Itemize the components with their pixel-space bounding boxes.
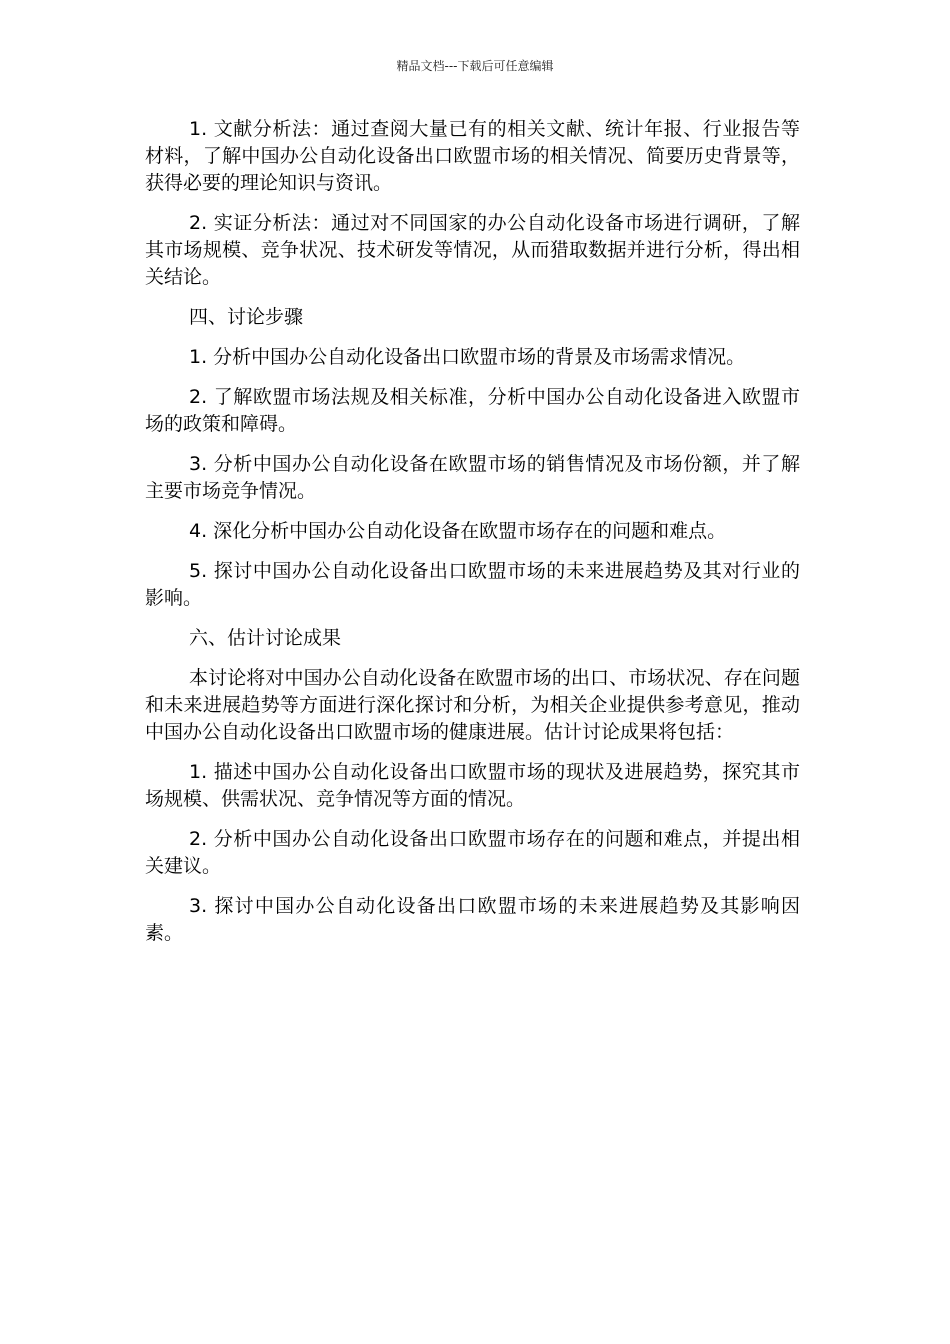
paragraph-method-empirical: 2. 实证分析法：通过对不同国家的办公自动化设备市场进行调研，了解其市场规模、竞争状况、技术研发等情况，从而猎取数据并进行分析，得出相关结论。 [145, 212, 800, 288]
paragraph-step-4: 4. 深化分析中国办公自动化设备在欧盟市场存在的问题和难点。 [189, 520, 727, 542]
paragraph-step-2: 2. 了解欧盟市场法规及相关标准，分析中国办公自动化设备进入欧盟市场的政策和障碍。 [145, 386, 800, 435]
paragraph-step-5: 5. 探讨中国办公自动化设备出口欧盟市场的未来进展趋势及其对行业的影响。 [145, 560, 800, 609]
paragraph-outcome-3: 3. 探讨中国办公自动化设备出口欧盟市场的未来进展趋势及其影响因素。 [145, 895, 800, 944]
document-body [145, 116, 800, 960]
paragraph-outcomes-intro: 本讨论将对中国办公自动化设备在欧盟市场的出口、市场状况、存在问题和未来进展趋势等方面进行深化探讨和分析，为相关企业提供参考意见，推动中国办公自动化设备出口欧盟市场的健康进展。估计讨论成果将包括： [145, 667, 800, 743]
section-heading-steps: 四、讨论步骤 [189, 306, 304, 328]
paragraph-outcome-1: 1. 描述中国办公自动化设备出口欧盟市场的现状及进展趋势，探究其市场规模、供需状况、竞争情况等方面的情况。 [145, 761, 800, 810]
paragraph-method-literature: 1. 文献分析法：通过查阅大量已有的相关文献、统计年报、行业报告等材料，了解中国办公自动化设备出口欧盟市场的相关情况、简要历史背景等，获得必要的理论知识与资讯。 [145, 118, 800, 194]
paragraph-step-3: 3. 分析中国办公自动化设备在欧盟市场的销售情况及市场份额，并了解主要市场竞争情况。 [145, 453, 800, 502]
paragraph-outcome-2: 2. 分析中国办公自动化设备出口欧盟市场存在的问题和难点，并提出相关建议。 [145, 828, 800, 877]
paragraph-step-1: 1. 分析中国办公自动化设备出口欧盟市场的背景及市场需求情况。 [189, 346, 746, 368]
section-heading-outcomes: 六、估计讨论成果 [189, 627, 342, 649]
page-header: 精品文档---下载后可任意编辑 [396, 59, 554, 73]
